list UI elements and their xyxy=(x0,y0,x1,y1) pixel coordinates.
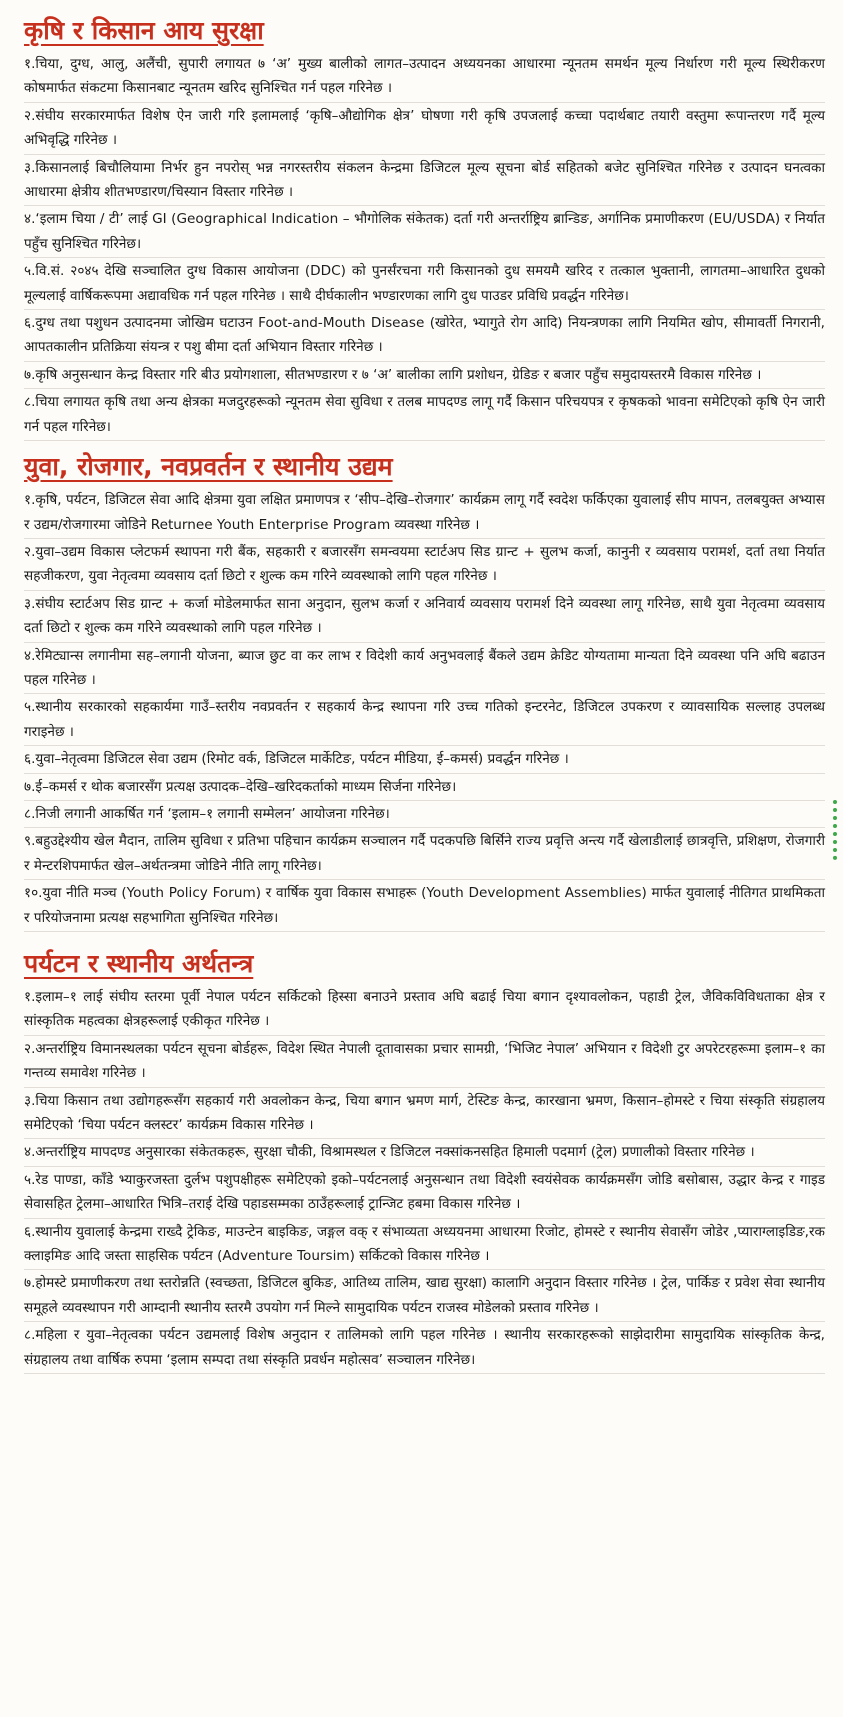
list-item: ९.बहुउद्देश्यीय खेल मैदान, तालिम सुविधा र प्रतिभा पहिचान कार्यक्रम सञ्चालन गर्दै पदकपछि बिर्सिने राज्य प्रवृत्ति अन्त्य गर्दै खेलाडीलाई छात्रवृत्ति, प्रशिक्षण, रोजगारी र मेन्टरशिपमार्फत खेल–अर्थतन्त्रमा जोडिने नीति लागू गरिनेछ। xyxy=(24,829,825,880)
list-item: १.चिया, दुग्ध, आलु, अलैंची, सुपारी लगायत ७ ‘अ’ मुख्य बालीको लागत–उत्पादन अध्ययनका आधारमा न्यूनतम समर्थन मूल्य निर्धारण गरी मूल्य स्थिरीकरण कोषमार्फत संकटमा किसानबाट न्यूनतम खरिद सुनिश्चित गर्न पहल गरिनेछ । xyxy=(24,52,825,103)
list-item: ४.‘इलाम चिया / टी’ लाई GI (Geographical Indication – भौगोलिक संकेतक) दर्ता गरी अन्तर्राष्ट्रिय ब्रान्डिङ, अर्गानिक प्रमाणीकरण (EU/USDA) र निर्यात पहुँच सुनिश्चित गरिनेछ। xyxy=(24,207,825,258)
list-item: ३.चिया किसान तथा उद्योगहरूसँग सहकार्य गरी अवलोकन केन्द्र, चिया बगान भ्रमण मार्ग, टेस्टिङ केन्द्र, कारखाना भ्रमण, किसान–होमस्टे र चिया संस्कृति संग्रहालय समेटिएको ‘चिया पर्यटन क्लस्टर’ कार्यक्रम विकास गरिनेछ । xyxy=(24,1089,825,1140)
section-tourism xyxy=(24,947,825,1374)
section-agriculture xyxy=(24,14,825,441)
list-item: ७.कृषि अनुसन्धान केन्द्र विस्तार गरि बीउ प्रयोगशाला, सीतभण्डारण र ७ ‘अ’ बालीका लागि प्रशोधन, ग्रेडिङ र बजार पहुँच समुदायस्तरमै विकास गरिनेछ । xyxy=(24,363,825,389)
list-item: ४.अन्तर्राष्ट्रिय मापदण्ड अनुसारका संकेतकहरू, सुरक्षा चौकी, विश्रामस्थल र डिजिटल नक्सांकनसहित हिमाली पदमार्ग (ट्रेल) प्रणालीको विस्तार गरिनेछ । xyxy=(24,1140,825,1166)
list-item: ५.स्थानीय सरकारको सहकार्यमा गाउँ–स्तरीय नवप्रवर्तन र सहकार्य केन्द्र स्थापना गरि उच्च गतिको इन्टरनेट, डिजिटल उपकरण र व्यावसायिक सल्लाह उपलब्ध गराइनेछ । xyxy=(24,695,825,746)
section-youth xyxy=(24,450,825,932)
list-item: १.इलाम–१ लाई संघीय स्तरमा पूर्वी नेपाल पर्यटन सर्किटको हिस्सा बनाउने प्रस्ताव अघि बढाई चिया बगान दृश्यावलोकन, पहाडी ट्रेल, जैविकविविधताका क्षेत्र र सांस्कृतिक महत्वका क्षेत्रहरूलाई एकीकृत गरिनेछ । xyxy=(24,985,825,1036)
list-item: ६.स्थानीय युवालाई केन्द्रमा राख्दै ट्रेकिङ, माउन्टेन बाइकिङ, जङ्गल वक् र संभाव्यता अध्ययनमा आधारमा रिजोट, होमस्टे र स्थानीय सेवासँग जोडेर ,प्याराग्लाइडिङ,रक क्लाइमिङ आदि जस्ता साहसिक पर्यटन (Adventure Toursim) सर्किटको विकास गरिनेछ । xyxy=(24,1220,825,1271)
list-item: १.कृषि, पर्यटन, डिजिटल सेवा आदि क्षेत्रमा युवा लक्षित प्रमाणपत्र र ‘सीप–देखि–रोजगार’ कार्यक्रम लागू गर्दै स्वदेश फर्किएका युवालाई सीप मापन, तलबयुक्त अभ्यास र उद्यम/रोजगारमा जोडिने Returnee Youth Enterprise Program व्यवस्था गरिनेछ । xyxy=(24,488,825,539)
list-item: ३.संघीय स्टार्टअप सिड ग्रान्ट + कर्जा मोडेलमार्फत साना अनुदान, सुलभ कर्जा र अनिवार्य व्यवसाय परामर्श दिने व्यवस्था लागू गरिनेछ, साथै युवा नेतृत्वमा व्यवसाय दर्ता छिटो र शुल्क कम गरिने व्यवस्थाको लागि पहल गरिनेछ । xyxy=(24,592,825,643)
list-item: ४.रेमिट्यान्स लगानीमा सह–लगानी योजना, ब्याज छुट वा कर लाभ र विदेशी कार्य अनुभवलाई बैंकले उद्यम क्रेडिट योग्यतामा मान्यता दिने व्यवस्था पनि अघि बढाउन पहल गरिनेछ । xyxy=(24,644,825,695)
section-title: कृषि र किसान आय सुरक्षा xyxy=(24,16,264,45)
list-item: ३.किसानलाई बिचौलियामा निर्भर हुन नपरोस् भन्न नगरस्तरीय संकलन केन्द्रमा डिजिटल मूल्य सूचना बोर्ड सहितको बजेट सुनिश्चित गरिनेछ र उत्पादन घनत्वका आधारमा क्षेत्रीय शीतभण्डारण/चिस्यान विस्तार गरिनेछ । xyxy=(24,156,825,207)
list-item: २.युवा–उद्यम विकास प्लेटफर्म स्थापना गरी बैंक, सहकारी र बजारसँग समन्वयमा स्टार्टअप सिड ग्रान्ट + सुलभ कर्जा, कानुनी र व्यवसाय परामर्श, दर्ता तथा निर्यात सहजीकरण, युवा नेतृत्वमा व्यवसाय दर्ता छिटो र शुल्क कम गरिने व्यवस्थाको लागि पहल गरिनेछ । xyxy=(24,540,825,591)
list-item: ५.वि.सं. २०४५ देखि सञ्चालित दुग्ध विकास आयोजना (DDC) को पुनर्संरचना गरी किसानको दुध समयमै खरिद र तत्काल भुक्तानी, लागतमा–आधारित दुधको मूल्यलाई वार्षिकरूपमा अद्यावधिक गर्न पहल गरिनेछ । साथै दीर्घकालीन भण्डारणका लागि दुध पाउडर प्रविधि प्रवर्द्धन गरिनेछ। xyxy=(24,259,825,310)
list-item: ५.रेड पाण्डा, काँडे भ्याकुरजस्ता दुर्लभ पशुपक्षीहरू समेटिएको इको–पर्यटनलाई अनुसन्धान तथा विदेशी स्वयंसेवक कार्यक्रमसँग जोडि बसोबास, उद्धार केन्द्र र गाइड सेवासहित ट्रेलमा–आधारित भित्रि–तराई देखि पहाडसम्मका ठाउँहरूलाई ट्रान्जिट हबमा विकास गरिनेछ । xyxy=(24,1168,825,1219)
list-item: २.अन्तर्राष्ट्रिय विमानस्थलका पर्यटन सूचना बोर्डहरू, विदेश स्थित नेपाली दूतावासका प्रचार सामग्री, ‘भिजिट नेपाल’ अभियान र विदेशी टुर अपरेटरहरूमा इलाम–१ का गन्तव्य समावेश गरिनेछ । xyxy=(24,1037,825,1088)
list-item: ६.दुग्ध तथा पशुधन उत्पादनमा जोखिम घटाउन Foot-and-Mouth Disease (खोरेत, भ्यागुते रोग आदि) नियन्त्रणका लागि नियमित खोप, सीमावर्ती निगरानी, आपतकालीन प्रतिक्रिया संयन्त्र र पशु बीमा दर्ता अभियान विस्तार गरिनेछ । xyxy=(24,311,825,362)
section-title: पर्यटन र स्थानीय अर्थतन्त्र xyxy=(24,949,254,978)
list-item: ६.युवा–नेतृत्वमा डिजिटल सेवा उद्यम (रिमोट वर्क, डिजिटल मार्केटिङ, पर्यटन मीडिया, ई–कमर्स) प्रवर्द्धन गरिनेछ । xyxy=(24,747,825,773)
section-title: युवा, रोजगार, नवप्रवर्तन र स्थानीय उद्यम xyxy=(24,452,393,482)
list-item: ७.होमस्टे प्रमाणीकरण तथा स्तरोन्नति (स्वच्छता, डिजिटल बुकिङ, आतिथ्य तालिम, खाद्य सुरक्षा) कालागि अनुदान विस्तार गरिनेछ । ट्रेल, पार्किङ र प्रवेश सेवा स्थानीय समूहले व्यवस्थापन गरी आम्दानी स्थानीय स्तरमै उपयोग गर्न मिल्ने सामुदायिक पर्यटन राजस्व मोडेलको प्रस्ताव गरिनेछ । xyxy=(24,1271,825,1322)
list-item: २.संघीय सरकारमार्फत विशेष ऐन जारी गरि इलामलाई ‘कृषि–औद्योगिक क्षेत्र’ घोषणा गरी कृषि उपजलाई कच्चा पदार्थबाट तयारी वस्तुमा रूपान्तरण गर्दै मूल्य अभिवृद्धि गरिनेछ । xyxy=(24,104,825,155)
list-item: ७.ई–कमर्स र थोक बजारसँग प्रत्यक्ष उत्पादक–देखि–खरिदकर्ताको माध्यम सिर्जना गरिनेछ। xyxy=(24,775,825,801)
list-item: ८.महिला र युवा–नेतृत्वका पर्यटन उद्यमलाई विशेष अनुदान र तालिमको लागि पहल गरिनेछ । स्थानीय सरकारहरूको साझेदारीमा सामुदायिक सांस्कृतिक केन्द्र, संग्रहालय तथा वार्षिक रुपमा ‘इलाम सम्पदा तथा संस्कृति प्रवर्धन महोत्सव’ सञ्चालन गरिनेछ। xyxy=(24,1323,825,1374)
list-item: ८.निजी लगानी आकर्षित गर्न ‘इलाम–१ लगानी सम्मेलन’ आयोजना गरिनेछ। xyxy=(24,802,825,828)
list-item: १०.युवा नीति मञ्च (Youth Policy Forum) र वार्षिक युवा विकास सभाहरू (Youth Development Assemblies) मार्फत युवालाई नीतिगत प्राथमिकता र परियोजनामा प्रत्यक्ष सहभागिता सुनिश्चित गरिनेछ। xyxy=(24,881,825,932)
leaf-decoration-icon xyxy=(833,800,843,860)
list-item: ८.चिया लगायत कृषि तथा अन्य क्षेत्रका मजदुरहरूको न्यूनतम सेवा सुविधा र तलब मापदण्ड लागू गर्दै किसान परिचयपत्र र कृषकको भावना समेटिएको कृषि ऐन जारी गर्न पहल गरिनेछ। xyxy=(24,390,825,441)
